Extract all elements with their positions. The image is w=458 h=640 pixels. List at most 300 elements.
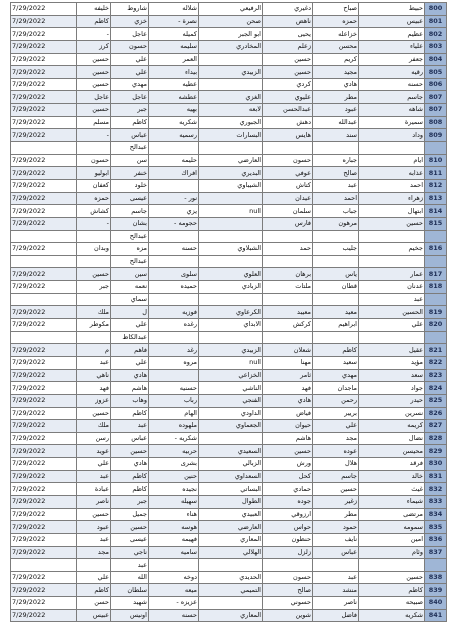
family-name-cell: الجبوري <box>199 116 263 129</box>
name-cell-7: ناصر <box>77 495 111 508</box>
first-name-cell: سعد <box>359 369 425 382</box>
table-row <box>11 192 447 205</box>
family-name-cell: السعيدي <box>199 445 263 458</box>
name-cell-5: بيداء <box>149 66 199 79</box>
name-cell-7 <box>77 230 111 243</box>
first-name-cell: مؤيد <box>359 356 425 369</box>
table-row <box>11 66 447 79</box>
name-cell-7: كاظم <box>77 584 111 597</box>
first-name-cell: صبيحه <box>359 597 425 610</box>
name-cell-2: سعيد <box>313 356 359 369</box>
name-cell-6: خزي <box>111 15 149 28</box>
date-cell: 7/29/2022 <box>11 394 77 407</box>
name-cell-5: شلاله <box>149 3 199 16</box>
name-cell-7: عبد <box>77 470 111 483</box>
name-cell-7: كعفان <box>77 179 111 192</box>
name-cell-6: جميل <box>111 508 149 521</box>
family-name-cell: ابو الجبر <box>199 28 263 41</box>
row-number-cell: 822 <box>425 356 447 369</box>
date-cell: 7/29/2022 <box>11 319 77 332</box>
table-row <box>11 571 447 584</box>
name-cell-3: حسوني <box>263 597 313 610</box>
roster-sheet <box>10 2 446 622</box>
name-cell-2: سند <box>313 129 359 142</box>
name-cell-6: عباس <box>111 129 149 142</box>
name-cell-2: خزاعله <box>313 28 359 41</box>
name-cell-3: جوده <box>263 495 313 508</box>
table-row <box>11 394 447 407</box>
name-cell-5: ميعه <box>149 584 199 597</box>
date-cell: 7/29/2022 <box>11 116 77 129</box>
row-number-cell: 808 <box>425 116 447 129</box>
row-number-cell: 833 <box>425 495 447 508</box>
family-name-cell <box>199 293 263 306</box>
row-number-cell: 819 <box>425 306 447 319</box>
name-cell-6: حسين <box>111 521 149 534</box>
family-name-cell <box>199 53 263 66</box>
name-cell-7: جبر <box>77 281 111 294</box>
name-cell-6: علي <box>111 53 149 66</box>
name-cell-7: عبيس <box>77 609 111 622</box>
date-cell: 7/29/2022 <box>11 3 77 16</box>
date-cell: 7/29/2022 <box>11 483 77 496</box>
name-cell-6: اونيس <box>111 609 149 622</box>
name-cell-3: زعلم <box>263 40 313 53</box>
first-name-cell: شاهه <box>359 104 425 117</box>
name-cell-3: ورش <box>263 458 313 471</box>
table-row <box>11 154 447 167</box>
table-row <box>11 533 447 546</box>
name-cell-3: دهش <box>263 116 313 129</box>
name-cell-7: حسين <box>77 407 111 420</box>
name-cell-3: حسين <box>263 66 313 79</box>
name-cell-5: حجومه - <box>149 217 199 230</box>
name-cell-7: مجد <box>77 546 111 559</box>
date-cell <box>11 142 77 155</box>
name-cell-5: سهيله <box>149 495 199 508</box>
family-name-cell <box>199 142 263 155</box>
family-name-cell: المخادري <box>199 40 263 53</box>
table-row <box>11 255 447 268</box>
name-cell-6: كاظم <box>111 483 149 496</box>
name-cell-5: سلوى <box>149 268 199 281</box>
name-cell-2: رحمن <box>313 394 359 407</box>
name-cell-5: حسنه <box>149 609 199 622</box>
name-cell-2: مطر <box>313 508 359 521</box>
row-number-cell <box>425 559 447 572</box>
first-name-cell: شيماء <box>359 495 425 508</box>
name-cell-7: رسن <box>77 432 111 445</box>
name-cell-3: كتاش <box>263 179 313 192</box>
family-name-cell: null <box>199 356 263 369</box>
first-name-cell: نسرين <box>359 407 425 420</box>
first-name-cell: حسين <box>359 217 425 230</box>
row-number-cell: 800 <box>425 3 447 16</box>
table-row <box>11 281 447 294</box>
name-cell-5 <box>149 331 199 344</box>
family-name-cell: الشيباوي <box>199 179 263 192</box>
family-name-cell: البسارات <box>199 129 263 142</box>
first-name-cell: خالد <box>359 470 425 483</box>
family-name-cell <box>199 230 263 243</box>
row-number-cell: 807 <box>425 91 447 104</box>
row-number-cell: 840 <box>425 597 447 610</box>
name-cell-2: جباب <box>313 205 359 218</box>
name-cell-6: هادي <box>111 458 149 471</box>
row-number-cell: 830 <box>425 458 447 471</box>
name-cell-6: كاظم <box>111 116 149 129</box>
table-row <box>11 91 447 104</box>
first-name-cell: عدنان <box>359 281 425 294</box>
date-cell: 7/29/2022 <box>11 217 77 230</box>
name-cell-3: فهد <box>263 382 313 395</box>
first-name-cell <box>359 255 425 268</box>
name-cell-5: فوزيه <box>149 306 199 319</box>
name-cell-2: علي <box>313 420 359 433</box>
row-number-cell: 823 <box>425 369 447 382</box>
name-cell-6: علي <box>111 66 149 79</box>
name-cell-3 <box>263 255 313 268</box>
name-cell-3: عليوي <box>263 91 313 104</box>
row-number-cell: 802 <box>425 28 447 41</box>
name-cell-2: حمود <box>313 521 359 534</box>
row-number-cell: 827 <box>425 420 447 433</box>
name-cell-5: رغد <box>149 344 199 357</box>
name-cell-7: علي <box>77 571 111 584</box>
name-cell-7: حسين <box>77 268 111 281</box>
name-cell-2: فاضل <box>313 609 359 622</box>
name-cell-2 <box>313 230 359 243</box>
name-cell-2: جليب <box>313 243 359 256</box>
family-name-cell: الزبالي <box>199 458 263 471</box>
first-name-cell: الحسين <box>359 306 425 319</box>
name-cell-5: عطيه <box>149 78 199 91</box>
name-cell-7: عبادة <box>77 483 111 496</box>
name-cell-5 <box>149 230 199 243</box>
date-cell: 7/29/2022 <box>11 458 77 471</box>
date-cell: 7/29/2022 <box>11 104 77 117</box>
name-cell-5: رباب <box>149 394 199 407</box>
first-name-cell: محيسن <box>359 445 425 458</box>
name-cell-2: ماجدان <box>313 382 359 395</box>
name-cell-7: عبد <box>77 356 111 369</box>
family-name-cell: الغزي <box>199 91 263 104</box>
name-cell-3: كردي <box>263 78 313 91</box>
name-cell-7: عبود <box>77 521 111 534</box>
name-cell-6: عاجل <box>111 91 149 104</box>
name-cell-6: حسين <box>111 445 149 458</box>
family-name-cell <box>199 217 263 230</box>
table-row <box>11 15 447 28</box>
table-row <box>11 179 447 192</box>
name-cell-2: صالح <box>313 167 359 180</box>
table-row <box>11 78 447 91</box>
row-number-cell <box>425 255 447 268</box>
name-cell-6: جبر <box>111 104 149 117</box>
row-number-cell: 811 <box>425 167 447 180</box>
family-name-cell: الزبيدي <box>199 344 263 357</box>
date-cell: 7/29/2022 <box>11 445 77 458</box>
name-cell-7: عبد <box>77 533 111 546</box>
table-row <box>11 382 447 395</box>
family-name-cell: الزبيدي <box>199 66 263 79</box>
family-name-cell: الشبلاوي <box>199 243 263 256</box>
row-number-cell: 803 <box>425 40 447 53</box>
date-cell <box>11 230 77 243</box>
row-number-cell: 829 <box>425 445 447 458</box>
name-cell-5: حربيه <box>149 445 199 458</box>
row-number-cell: 814 <box>425 205 447 218</box>
row-number-cell: 835 <box>425 521 447 534</box>
name-cell-6: عيسى <box>111 533 149 546</box>
name-cell-6: عاجل <box>111 28 149 41</box>
name-cell-2 <box>313 331 359 344</box>
family-name-cell <box>199 331 263 344</box>
row-number-cell: 816 <box>425 243 447 256</box>
family-name-cell: العبيدي <box>199 508 263 521</box>
name-cell-6: عباس <box>111 432 149 445</box>
date-cell: 7/29/2022 <box>11 584 77 597</box>
family-name-cell: الفنجي <box>199 394 263 407</box>
first-name-cell: كريمه <box>359 420 425 433</box>
table-row <box>11 142 447 155</box>
name-cell-7: ملك <box>77 420 111 433</box>
first-name-cell: عظيم <box>359 28 425 41</box>
name-cell-5: نور - <box>149 192 199 205</box>
date-cell: 7/29/2022 <box>11 420 77 433</box>
first-name-cell: عبد <box>359 293 425 306</box>
name-cell-3: حواس <box>263 521 313 534</box>
row-number-cell: 831 <box>425 470 447 483</box>
name-cell-7: حسين <box>77 53 111 66</box>
name-cell-3: هاشم <box>263 432 313 445</box>
family-name-cell <box>199 192 263 205</box>
first-name-cell: جعفر <box>359 53 425 66</box>
name-cell-3: برهان <box>263 268 313 281</box>
table-row <box>11 420 447 433</box>
date-cell: 7/29/2022 <box>11 167 77 180</box>
row-number-cell: 821 <box>425 344 447 357</box>
name-cell-3: معيبد <box>263 306 313 319</box>
first-name-cell: حسنه <box>359 78 425 91</box>
date-cell: 7/29/2022 <box>11 15 77 28</box>
name-cell-7 <box>77 142 111 155</box>
family-name-cell: لابعه <box>199 104 263 117</box>
row-number-cell: 807 <box>425 104 447 117</box>
first-name-cell: ايام <box>359 154 425 167</box>
name-cell-5: يزي <box>149 205 199 218</box>
first-name-cell: شكريه <box>359 609 425 622</box>
name-cell-2: صباح <box>313 3 359 16</box>
name-cell-2: هلال <box>313 458 359 471</box>
name-cell-5: عزيزه - <box>149 597 199 610</box>
table-row <box>11 104 447 117</box>
name-cell-6: ل <box>111 306 149 319</box>
family-name-cell: الرفيعي <box>199 3 263 16</box>
name-cell-7: كشاش <box>77 205 111 218</box>
name-cell-5: دوخه <box>149 571 199 584</box>
name-cell-3: حسون <box>263 571 313 584</box>
table-row <box>11 407 447 420</box>
date-cell: 7/29/2022 <box>11 243 77 256</box>
name-cell-6: عبد <box>111 420 149 433</box>
name-cell-5: سليمه <box>149 40 199 53</box>
name-cell-2: مجد <box>313 432 359 445</box>
date-cell: 7/29/2022 <box>11 382 77 395</box>
table-row <box>11 521 447 534</box>
family-name-cell: null <box>199 205 263 218</box>
name-cell-3: زلزل <box>263 546 313 559</box>
family-name-cell: الناشي <box>199 382 263 395</box>
name-cell-3: حسين <box>263 53 313 66</box>
name-cell-5: افراك <box>149 167 199 180</box>
name-cell-6: سين <box>111 268 149 281</box>
name-cell-6: هاشم <box>111 382 149 395</box>
name-cell-2: عبدالله <box>313 116 359 129</box>
name-cell-6: عيسى <box>111 192 149 205</box>
row-number-cell: 809 <box>425 129 447 142</box>
family-name-cell: الكرعاوي <box>199 306 263 319</box>
name-cell-3: ملتات <box>263 281 313 294</box>
family-name-cell: الزبادي <box>199 281 263 294</box>
name-cell-3: شعلان <box>263 344 313 357</box>
first-name-cell: امين <box>359 533 425 546</box>
first-name-cell: حبيط <box>359 3 425 16</box>
date-cell: 7/29/2022 <box>11 28 77 41</box>
name-cell-7: خليفه <box>77 3 111 16</box>
name-cell-3 <box>263 331 313 344</box>
date-cell <box>11 331 77 344</box>
roster-body <box>11 3 447 622</box>
name-cell-5: رسميه <box>149 129 199 142</box>
name-cell-7: كاظم <box>77 15 111 28</box>
row-number-cell: 837 <box>425 546 447 559</box>
row-number-cell <box>425 331 447 344</box>
first-name-cell: مرتضى <box>359 508 425 521</box>
family-name-cell <box>199 432 263 445</box>
name-cell-7: وبدان <box>77 243 111 256</box>
table-row <box>11 217 447 230</box>
family-name-cell: السعداوي <box>199 470 263 483</box>
row-number-cell: 817 <box>425 268 447 281</box>
name-cell-2: زغير <box>313 495 359 508</box>
name-cell-5: ساميه <box>149 546 199 559</box>
date-cell: 7/29/2022 <box>11 508 77 521</box>
family-name-cell: الداودي <box>199 407 263 420</box>
row-number-cell: 839 <box>425 584 447 597</box>
table-row <box>11 432 447 445</box>
table-row <box>11 458 447 471</box>
name-cell-3: حنظون <box>263 533 313 546</box>
table-row <box>11 609 447 622</box>
table-row <box>11 28 447 41</box>
family-name-cell: العلوي <box>199 268 263 281</box>
name-cell-5: فهيمه <box>149 533 199 546</box>
first-name-cell: نضال <box>359 432 425 445</box>
name-cell-7: عاجل <box>77 91 111 104</box>
first-name-cell: علي <box>359 319 425 332</box>
first-name-cell: حسين <box>359 571 425 584</box>
date-cell: 7/29/2022 <box>11 268 77 281</box>
name-cell-3: ارزوقي <box>263 508 313 521</box>
family-name-cell <box>199 78 263 91</box>
name-cell-2: هادي <box>313 78 359 91</box>
row-number-cell: 834 <box>425 508 447 521</box>
name-cell-3: حيوان <box>263 420 313 433</box>
row-number-cell: 805 <box>425 66 447 79</box>
name-cell-7: علي <box>77 458 111 471</box>
name-cell-2: نايف <box>313 533 359 546</box>
name-cell-5: العمر <box>149 53 199 66</box>
date-cell: 7/29/2022 <box>11 281 77 294</box>
name-cell-5: نصرة - <box>149 15 199 28</box>
first-name-cell: فرقد <box>359 458 425 471</box>
family-name-cell: العارضي <box>199 521 263 534</box>
row-number-cell: 820 <box>425 319 447 332</box>
name-cell-7: ابوليو <box>77 167 111 180</box>
table-row <box>11 53 447 66</box>
name-cell-5 <box>149 142 199 155</box>
name-cell-2 <box>313 255 359 268</box>
family-name-cell: صحن <box>199 15 263 28</box>
family-name-cell <box>199 255 263 268</box>
name-cell-5: نجيده <box>149 483 199 496</box>
family-name-cell: الابداي <box>199 319 263 332</box>
name-cell-3: عيدان <box>263 192 313 205</box>
first-name-cell: ابتهال <box>359 205 425 218</box>
row-number-cell: 836 <box>425 533 447 546</box>
table-row <box>11 319 447 332</box>
name-cell-7: ناهي <box>77 369 111 382</box>
name-cell-5 <box>149 293 199 306</box>
name-cell-2: جباره <box>313 154 359 167</box>
name-cell-7: حسين <box>77 66 111 79</box>
name-cell-3: هادي <box>263 394 313 407</box>
first-name-cell: عذابه <box>359 167 425 180</box>
row-number-cell: 826 <box>425 407 447 420</box>
date-cell: 7/29/2022 <box>11 91 77 104</box>
name-cell-5: شكريه <box>149 116 199 129</box>
name-cell-3: فارس <box>263 217 313 230</box>
date-cell: 7/29/2022 <box>11 306 77 319</box>
name-cell-6: ناجي <box>111 546 149 559</box>
date-cell <box>11 255 77 268</box>
table-row <box>11 369 447 382</box>
family-name-cell <box>199 559 263 572</box>
name-cell-6: علي <box>111 356 149 369</box>
row-number-cell: 818 <box>425 281 447 294</box>
table-row <box>11 40 447 53</box>
name-cell-6: خنفر <box>111 167 149 180</box>
family-name-cell: البديري <box>199 167 263 180</box>
name-cell-5: حنين <box>149 470 199 483</box>
name-cell-6: فاهم <box>111 344 149 357</box>
name-cell-5: حليمه <box>149 154 199 167</box>
name-cell-6: كاظم <box>111 470 149 483</box>
name-cell-2: بريير <box>313 407 359 420</box>
row-number-cell: 832 <box>425 483 447 496</box>
table-row <box>11 116 447 129</box>
name-cell-5: هناء <box>149 508 199 521</box>
name-cell-7 <box>77 293 111 306</box>
first-name-cell: سمومه <box>359 521 425 534</box>
first-name-cell <box>359 142 425 155</box>
name-cell-3: كحل <box>263 470 313 483</box>
table-row <box>11 584 447 597</box>
name-cell-6: بشان <box>111 217 149 230</box>
name-cell-2: ابراهيم <box>313 319 359 332</box>
name-cell-7: فهد <box>77 382 111 395</box>
